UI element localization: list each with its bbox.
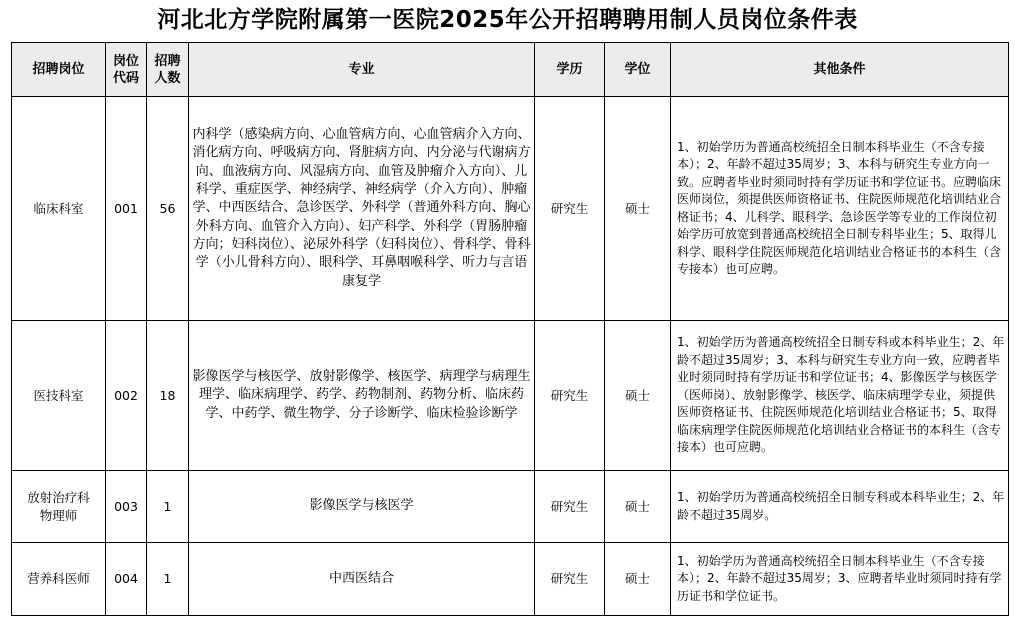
table-header-row: [12, 43, 1009, 97]
cell-code: 001: [106, 97, 147, 321]
recruitment-table: [11, 42, 1009, 616]
cell-count: 56: [147, 97, 189, 321]
cell-major: 中西医结合: [189, 543, 535, 616]
cell-code: 002: [106, 321, 147, 471]
cell-education: 研究生: [535, 97, 605, 321]
table-row: [12, 543, 1009, 616]
cell-count: 1: [147, 543, 189, 616]
header-other: 其他条件: [671, 43, 1009, 97]
cell-count: 1: [147, 471, 189, 543]
cell-code: 003: [106, 471, 147, 543]
table-row: [12, 471, 1009, 543]
cell-major: 影像医学与核医学、放射影像学、核医学、病理学与病理生理学、临床病理学、药学、药物制剂、药物分析、临床药学、中药学、微生物学、分子诊断学、临床检验诊断学: [189, 321, 535, 471]
cell-degree: 硕士: [605, 321, 671, 471]
cell-major: 影像医学与核医学: [189, 471, 535, 543]
cell-other: 1、初始学历为普通高校统招全日制本科毕业生（不含专接本）；2、年龄不超过35周岁；3、应聘者毕业时须同时持有学历证书和学位证书。: [671, 543, 1009, 616]
header-major: 专业: [189, 43, 535, 97]
table-row: [12, 321, 1009, 471]
header-count: [147, 43, 189, 97]
cell-position: [12, 471, 106, 543]
cell-position: 营养科医师: [12, 543, 106, 616]
cell-position-text: 放射治疗科物理师: [27, 489, 90, 523]
cell-degree: 硕士: [605, 543, 671, 616]
cell-position: 医技科室: [12, 321, 106, 471]
header-position: 招聘岗位: [12, 43, 106, 97]
cell-degree: 硕士: [605, 97, 671, 321]
cell-education: 研究生: [535, 471, 605, 543]
page-title: 河北北方学院附属第一医院2025年公开招聘聘用制人员岗位条件表: [157, 7, 858, 33]
cell-other-text: 1、初始学历为普通高校统招全日制专科或本科毕业生；2、年龄不超过35周岁；3、本科与研究生专业方向一致，应聘者毕业时须同时持有学历证书和学位证书；4、影像医学与核医学（医师岗）、放射影像学、核医学、临床病理学专业，须提供医师资格证书、住院医师规范化培训结业合格证书；5、取得临床病理学住院医师规范化培训结业合格证书的本科生（含专接本）也可应聘。: [677, 335, 1005, 455]
cell-major: 内科学（感染病方向、心血管病方向、心血管病介入方向、消化病方向、呼吸病方向、肾脏病方向、内分泌与代谢病方向、血液病方向、风湿病方向、血管及肿瘤介入方向）、儿科学、重症医学、神经病学、神经病学（介入方向）、肿瘤学、中西医结合、急诊医学、外科学（普通外科方向、胸心外科方向、血管介入方向）、妇产科学、外科学（胃肠肿瘤方向；妇科岗位）、泌尿外科学（妇科岗位）、骨科学、骨科学（小儿骨科方向）、眼科学、耳鼻咽喉科学、听力与言语康复学: [189, 97, 535, 321]
cell-code: 004: [106, 543, 147, 616]
header-degree: 学位: [605, 43, 671, 97]
cell-degree: 硕士: [605, 471, 671, 543]
cell-position: 临床科室: [12, 97, 106, 321]
cell-count: 18: [147, 321, 189, 471]
table-row: [12, 97, 1009, 321]
cell-other: 1、初始学历为普通高校统招全日制本科毕业生（不含专接本）；2、年龄不超过35周岁；3、本科与研究生专业方向一致。应聘者毕业时须同时持有学历证书和学位证书。应聘临床医师岗位，须提供医师资格证书、住院医师规范化培训结业合格证书；4、儿科学、眼科学、急诊医学等专业的工作岗位初始学历可放宽到普通高校统招全日制专科毕业生；5、取得儿科学、眼科学住院医师规范化培训结业合格证书的本科生（含专接本）也可应聘。: [671, 97, 1009, 321]
cell-other: 1、初始学历为普通高校统招全日制专科或本科毕业生；2、年龄不超过35周岁。: [671, 471, 1009, 543]
header-count-text: 招聘人数: [154, 53, 181, 86]
cell-education: 研究生: [535, 543, 605, 616]
header-code: [106, 43, 147, 97]
cell-education: 研究生: [535, 321, 605, 471]
cell-other: [671, 321, 1009, 471]
header-education: 学历: [535, 43, 605, 97]
header-code-text: 岗位代码: [112, 53, 139, 86]
